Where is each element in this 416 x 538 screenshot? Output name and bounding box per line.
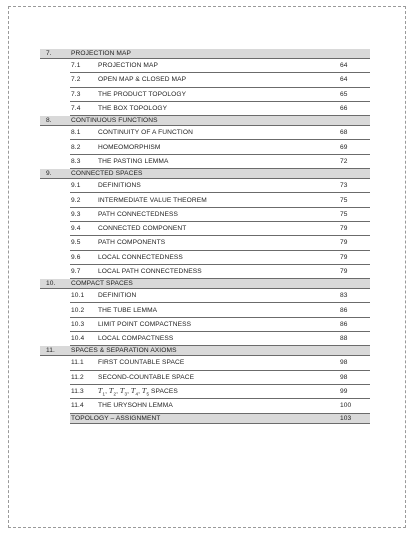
entry-title: DEFINITION — [97, 289, 339, 303]
entry-title: LOCAL PATH CONNECTEDNESS — [97, 264, 339, 278]
section-number: 9. — [40, 169, 70, 179]
toc-entry-row[interactable] — [40, 370, 370, 384]
indent-spacer — [40, 356, 70, 370]
entry-number: 7.2 — [70, 73, 97, 87]
entry-page: 86 — [339, 317, 370, 331]
entry-page: 79 — [339, 221, 370, 235]
toc-section-row[interactable] — [40, 49, 370, 59]
toc-entry-row[interactable] — [40, 250, 370, 264]
toc-entry-row[interactable] — [40, 140, 370, 154]
toc-entry-row[interactable] — [40, 332, 370, 346]
entry-number: 7.3 — [70, 87, 97, 101]
toc-entry-row[interactable] — [40, 73, 370, 87]
entry-number: 11.3 — [70, 384, 97, 398]
entry-number: 10.4 — [70, 332, 97, 346]
entry-number: 11.1 — [70, 356, 97, 370]
toc-entry-row[interactable] — [40, 207, 370, 221]
entry-page: 64 — [339, 59, 370, 73]
entry-number: 11.4 — [70, 399, 97, 413]
entry-title: DEFINITIONS — [97, 179, 339, 193]
indent-spacer — [40, 179, 70, 193]
entry-page: 66 — [339, 101, 370, 115]
entry-page: 79 — [339, 264, 370, 278]
indent-spacer — [40, 207, 70, 221]
entry-number: 10.3 — [70, 317, 97, 331]
indent-spacer — [40, 193, 70, 207]
toc-entry-row[interactable] — [40, 179, 370, 193]
toc-section-row[interactable] — [40, 169, 370, 179]
entry-number: 9.1 — [70, 179, 97, 193]
indent-spacer — [40, 87, 70, 101]
toc-entry-row[interactable] — [40, 289, 370, 303]
entry-number: 10.1 — [70, 289, 97, 303]
entry-title: THE PRODUCT TOPOLOGY — [97, 87, 339, 101]
toc-entry-row[interactable] — [40, 193, 370, 207]
entry-page: 65 — [339, 87, 370, 101]
section-number: 7. — [40, 49, 70, 59]
entry-number: 9.3 — [70, 207, 97, 221]
entry-title: THE PASTING LEMMA — [97, 154, 339, 168]
entry-number: 9.4 — [70, 221, 97, 235]
entry-page: 98 — [339, 370, 370, 384]
section-title: CONNECTED SPACES — [70, 169, 370, 179]
entry-title: CONTINUITY OF A FUNCTION — [97, 126, 339, 140]
section-title: PROJECTION MAP — [70, 49, 370, 59]
indent-spacer — [40, 303, 70, 317]
toc-entry-row[interactable] — [40, 399, 370, 413]
entry-page: 83 — [339, 289, 370, 303]
entry-page: 72 — [339, 154, 370, 168]
entry-number: 8.3 — [70, 154, 97, 168]
entry-title: SECOND-COUNTABLE SPACE — [97, 370, 339, 384]
indent-spacer — [40, 370, 70, 384]
toc-entry-row[interactable] — [40, 221, 370, 235]
entry-title: FIRST COUNTABLE SPACE — [97, 356, 339, 370]
section-number: 8. — [40, 116, 70, 126]
entry-number: 9.7 — [70, 264, 97, 278]
assignment-title: TOPOLOGY – ASSIGNMENT — [70, 413, 339, 423]
entry-page: 73 — [339, 179, 370, 193]
toc-entry-row[interactable] — [40, 264, 370, 278]
entry-page: 99 — [339, 384, 370, 398]
indent-spacer — [40, 264, 70, 278]
toc-entry-row[interactable] — [40, 384, 370, 398]
entry-title: PATH CONNECTEDNESS — [97, 207, 339, 221]
section-number: 10. — [40, 279, 70, 289]
entry-page: 79 — [339, 236, 370, 250]
entry-title: THE TUBE LEMMA — [97, 303, 339, 317]
indent-spacer — [40, 59, 70, 73]
indent-spacer — [40, 154, 70, 168]
section-title: COMPACT SPACES — [70, 279, 370, 289]
entry-title: PATH COMPONENTS — [97, 236, 339, 250]
indent-spacer — [40, 250, 70, 264]
entry-page: 64 — [339, 73, 370, 87]
toc-section-row[interactable] — [40, 346, 370, 356]
entry-number: 8.1 — [70, 126, 97, 140]
entry-title: LOCAL CONNECTEDNESS — [97, 250, 339, 264]
indent-spacer — [40, 140, 70, 154]
entry-number: 10.2 — [70, 303, 97, 317]
entry-page: 69 — [339, 140, 370, 154]
entry-title: LIMIT POINT COMPACTNESS — [97, 317, 339, 331]
entry-number: 7.1 — [70, 59, 97, 73]
toc-entry-row[interactable] — [40, 317, 370, 331]
entry-number: 9.5 — [70, 236, 97, 250]
indent-spacer — [40, 221, 70, 235]
indent-spacer — [40, 289, 70, 303]
toc-entry-row[interactable] — [40, 236, 370, 250]
entry-title: THE URYSOHN LEMMA — [97, 399, 339, 413]
indent-spacer — [40, 101, 70, 115]
indent-spacer — [40, 413, 70, 423]
entry-page: 86 — [339, 303, 370, 317]
entry-page: 98 — [339, 356, 370, 370]
entry-title: CONNECTED COMPONENT — [97, 221, 339, 235]
entry-number: 8.2 — [70, 140, 97, 154]
toc-section-row[interactable] — [40, 116, 370, 126]
toc-entry-row[interactable] — [40, 356, 370, 370]
toc-entry-row[interactable] — [40, 87, 370, 101]
entry-page: 68 — [339, 126, 370, 140]
entry-number: 7.4 — [70, 101, 97, 115]
toc-entry-row[interactable] — [40, 154, 370, 168]
section-title: CONTINUOUS FUNCTIONS — [70, 116, 370, 126]
entry-title: THE BOX TOPOLOGY — [97, 101, 339, 115]
section-number: 11. — [40, 346, 70, 356]
entry-page: 100 — [339, 399, 370, 413]
entry-number: 9.6 — [70, 250, 97, 264]
entry-title: OPEN MAP & CLOSED MAP — [97, 73, 339, 87]
indent-spacer — [40, 317, 70, 331]
entry-title: INTERMEDIATE VALUE THEOREM — [97, 193, 339, 207]
indent-spacer — [40, 73, 70, 87]
entry-number: 9.2 — [70, 193, 97, 207]
entry-page: 75 — [339, 193, 370, 207]
toc-entry-row[interactable] — [40, 126, 370, 140]
entry-title: HOMEOMORPHISM — [97, 140, 339, 154]
toc-entry-row[interactable] — [40, 59, 370, 73]
assignment-page: 103 — [339, 413, 370, 423]
entry-page: 75 — [339, 207, 370, 221]
entry-title: LOCAL COMPACTNESS — [97, 332, 339, 346]
toc-entry-row[interactable] — [40, 101, 370, 115]
indent-spacer — [40, 384, 70, 398]
indent-spacer — [40, 236, 70, 250]
toc-section-row[interactable] — [40, 279, 370, 289]
toc-entry-row[interactable] — [40, 303, 370, 317]
entry-number: 11.2 — [70, 370, 97, 384]
indent-spacer — [40, 126, 70, 140]
indent-spacer — [40, 332, 70, 346]
entry-title: PROJECTION MAP — [97, 59, 339, 73]
entry-title: $T_1$, $T_2$, $T_3$, $T_4$, $T_5$ SPACES — [97, 384, 339, 398]
toc-assignment-row[interactable] — [40, 413, 370, 423]
entry-page: 79 — [339, 250, 370, 264]
section-title: SPACES & SEPARATION AXIOMS — [70, 346, 370, 356]
table-of-contents — [40, 49, 370, 424]
indent-spacer — [40, 399, 70, 413]
entry-page: 88 — [339, 332, 370, 346]
